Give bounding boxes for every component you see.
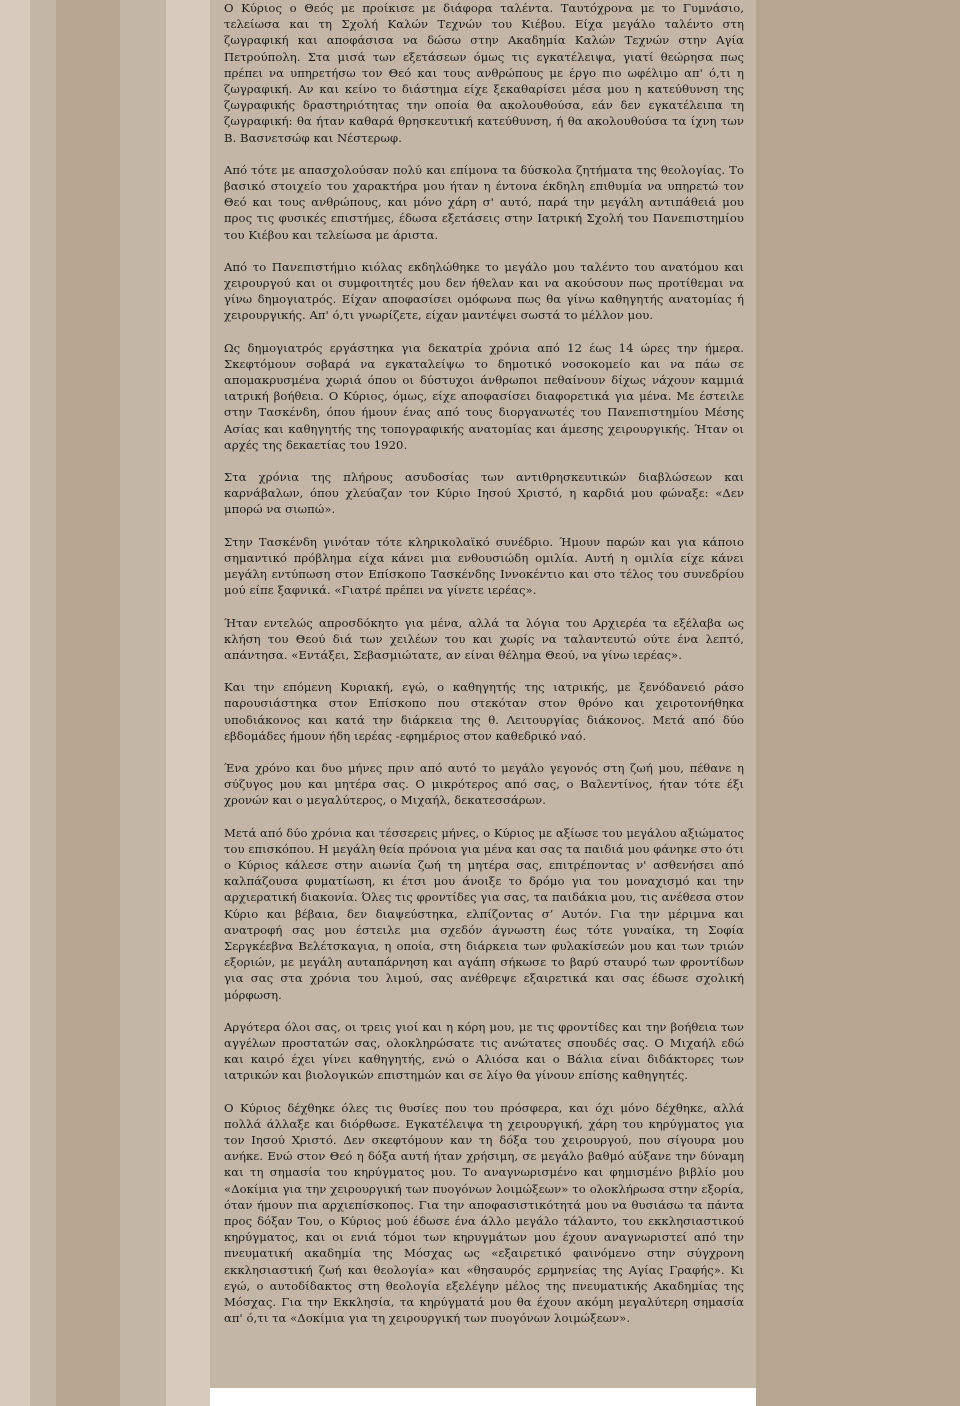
paragraph-8: Και την επόμενη Κυριακή, εγώ, ο καθηγητής της ιατρικής, με ξενόδανειό ράσο παρουσιάστηκα στον Επίσκοπο που στεκόταν στον θρόνο και χειροτονήθηκα υποδιάκονος και κατά την διάρκεια της θ. Λειτουργίας διάκονος. Μετά από δύο εβδομάδες ήμουν ήδη ιερέας -εφημέριος στον καθεδρικό ναό. <box>224 680 744 743</box>
paragraph-3: Από το Πανεπιστήμιο κιόλας εκδηλώθηκε το μεγάλο μου ταλέντο του ανατόμου και χειρουργού και οι συμφοιτητές μου δεν ήθελαν και να ακούσουν πως προτίθεμαι να γίνω δημογιατρός. Είχαν αποφασίσει ομόφωνα πως θα γίνω καθηγητής ανατομίας ή χειρουργικής. Απ' ό,τι γνωρίζετε, είχαν μαντέψει σωστά το μέλλον μου. <box>224 259 744 323</box>
bottom-margin <box>210 1388 756 1406</box>
paragraph-11: Αργότερα όλοι σας, οι τρεις γιοί και η κόρη μου, με τις φροντίδες και την βοήθεια των αγγέλων προστατών σας, ολοκληρώσατε τις ανώτατες σπουδές σας. Ο Μιχαήλ εδώ και καιρό έχει γίνει καθηγητής, ενώ ο Αλιόσα και ο Βάλια είναι διδάκτορες των ιατρικών και βιολογικών επιστημών και σε λίγο θα γίνουν επίσης καθηγητές. <box>224 1019 744 1083</box>
left-border-stripe-4 <box>120 0 166 1406</box>
left-border-stripe-3 <box>56 0 120 1406</box>
paragraph-7: Ήταν εντελώς απροσδόκητο για μένα, αλλά τα λόγια του Αρχιερέα τα εξέλαβα ως κλήση του Θεού διά των χειλέων του και χωρίς να ταλαντευτώ ούτε ένα λεπτό, απάντησα. «Εντάξει, Σεβασμιώτατε, αν είναι θέλημα Θεού, να γίνω ιερέας». <box>224 615 744 662</box>
paragraph-6: Στην Τασκένδη γινόταν τότε κληρικολαϊκό συνέδριο. Ήμουν παρών και για κάποιο σημαντικό πρόβλημα είχα κάνει μια ενθουσιώδη ομιλία. Αυτή η ομιλία είχε κάνει μεγάλη εντύπωση στον Επίσκοπο Τασκένδης Ιννοκέντιο και στο τέλος του συνεδρίου μού είπε ξαφνικά. «Γιατρέ πρέπει να γίνετε ιερέας». <box>224 534 744 598</box>
paragraph-1: Ο Κύριος ο Θεός με προίκισε με διάφορα ταλέντα. Ταυτόχρονα με το Γυμνάσιο, τελείωσα και τη Σχολή Καλών Τεχνών του Κιέβου. Είχα μεγάλο ταλέντο στη ζωγραφική και αποφάσισα να δώσω στην Ακαδημία Καλών Τεχνών στην Αγία Πετρούπολη. Στα μισά των εξετάσεων όμως τις εγκατέλειψα, γιατί θεώρησα πως πρέπει να υπηρετήσω τον Θεό και τους ανθρώπους με έργο πιο ωφέλιμο απ' ό,τι η ζωγραφική. Αν και κείνο το διάστημα είχε ξεκαθαρίσει μέσα μου η κατεύθυνση της ζωγραφικής δραστηριότητας την οποία θα ακολουθούσα, εάν δεν εγκατέλειπα τη ζωγραφική: θα ήταν καθαρά θρησκευτική κατεύθυνση, ή θα ακολουθούσα τα ίχνη των Β. Βασνετσώφ και Νέστερωφ. <box>224 1 744 145</box>
paragraph-4: Ως δημογιατρός εργάστηκα για δεκατρία χρόνια από 12 έως 14 ώρες την ήμερα. Σκεφτόμουν σοβαρά να εγκαταλείψω το δημοτικό νοσοκομείο και να πάω σε απομακρυσμένα χωριά όπου οι δύστυχοι άνθρωποι πεθαίνουν δίχως νάχουν καμμιά ιατρική βοήθεια. Ο Κύριος, όμως, είχε αποφασίσει διαφορετικά για μένα. Με έστειλε στην Τασκένδη, όπου ήμουν ένας από τους διοργανωτές του Πανεπιστημίου Μέσης Ασίας και καθηγητής της τοπογραφικής ανατομίας και άμεσης χειρουργικής. Ήταν οι αρχές της δεκαετίας του 1920. <box>224 340 744 452</box>
paragraph-2: Από τότε με απασχολούσαν πολύ και επίμονα τα δύσκολα ζητήματα της θεολογίας. Το βασικό στοιχείο του χαρακτήρα μου ήταν η έντονα έκδηλη επιθυμία να υπηρετώ τον Θεό και τους ανθρώπους, και μόνο χάρη σ' αυτό, παρά την μεγάλη αντιπάθειά μου προς τις φυσικές επιστήμες, έδωσα εξετάσεις στην Ιατρική Σχολή του Πανεπιστημίου του Κιέβου και τελείωσα με άριστα. <box>224 162 744 242</box>
article-body <box>210 0 756 1406</box>
right-border-stripe <box>756 0 960 1406</box>
paragraph-12: Ο Κύριος δέχθηκε όλες τις θυσίες που του πρόσφερα, και όχι μόνο δέχθηκε, αλλά πολλά άλλαξε και διόρθωσε. Εγκατέλειψα τη χειρουργική, χάρη του κηρύγματος για τον Ιησού Χριστό. Δεν σκεφτόμουν καν τη δόξα του χειρουργού, που σίγουρα μου ανήκε. Ενώ στον Θεό η δόξα αυτή ήταν χρήσιμη, σε μεγάλο βαθμό αύξανε την δύναμη και τη σημασία του κηρύγματος μου. Το αναγνωρισμένο και φημισμένο βιβλίο μου «Δοκίμια για την χειρουργική των πυογόνων λοιμώξεων» το ολοκλήρωσα στην εξορία, όταν ήμουν πια αρχιεπίσκοπος. Για την αποφασιστικότητά μου να θυσιάσω τα πάντα προς δόξαν Του, ο Κύριος μού έδωσε ένα άλλο μεγάλο τάλαντο, του εκκλησιαστικού κηρύγματος, και οι ενιά τόμοι των κηρυγμάτων μου έχουν αναγνωριστεί από την πνευματική ακαδημία της Μόσχας ως «εξαιρετικό φαινόμενο στην σύγχρονη εκκλησιαστική ζωή και θεολογία» και «θησαυρός ερμηνείας της Αγίας Γραφής». Κι εγώ, ο αυτοδίδακτος στη θεολογία εξελέγην μέλος της πνευματικής Ακαδημίας της Μόσχας. Για την Εκκλησία, τα κηρύγματά μου θα έχουν ακόμη μεγαλύτερη σημασία απ' ό,τι τα «Δοκίμια για τη χειρουργική των πυογόνων λοιμώξεων». <box>224 1100 744 1326</box>
paragraph-9: Ένα χρόνο και δυο μήνες πριν από αυτό το μεγάλο γεγονός στη ζωή μου, πέθανε η σύζυγος μου και μητέρα σας. Ο μικρότερος από σας, ο Βαλεντίνος, ήταν τότε έξι χρονών και ο μεγαλύτερος, ο Μιχαήλ, δεκατεσσάρων. <box>224 760 744 808</box>
left-border-stripe-2 <box>30 0 56 1406</box>
paragraph-10: Μετά από δύο χρόνια και τέσσερεις μήνες, ο Κύριος με αξίωσε του μεγάλου αξιώματος του επισκόπου. Η μεγάλη θεία πρόνοια για μένα και σας τα παιδιά μου φάνηκε στο ότι ο Κύριος κάλεσε στην αιωνία ζωή τη μητέρα σας, επιτρέποντας ν' ασθενήσει από καλπάζουσα φυματίωση, κι έτσι μου άνοιξε το δρόμο για του μοναχισμό και την αρχιερατική διακονία. Όλες τις φροντίδες για σας, τα παιδάκια μου, τις ανέθεσα στον Κύριο και βέβαια, δεν διαψεύστηκα, ελπίζοντας σ’ Αυτόν. Για την μέριμνα και ανατροφή σας μου έστειλε μια σχεδόν άγνωστη έως τότε γυναίκα, τη Σοφία Σεργκέεβνα Βελέτσκαγια, η οποία, στη διάρκεια των φυλακίσεών μου και των τριών εξοριών, με μεγάλη αυταπάρνηση και αγάπη σήκωσε το βαρύ σταυρό των φροντίδων για σας στα χρόνια του λιμού, σας ανέθρεψε εξαιρετικά και σας έδωσε σχολική μόρφωση. <box>224 825 744 1002</box>
left-border-stripe-5 <box>166 0 210 1406</box>
paragraph-5: Στα χρόνια της πλήρους ασυδοσίας των αντιθρησκευτικών διαβλώσεων και καρνάβαλων, όπου χλεύαζαν τον Κύριο Ιησού Χριστό, η καρδιά μου φώναξε: «Δεν μπορώ να σιωπώ». <box>224 470 744 517</box>
left-border-stripe-1 <box>0 0 30 1406</box>
